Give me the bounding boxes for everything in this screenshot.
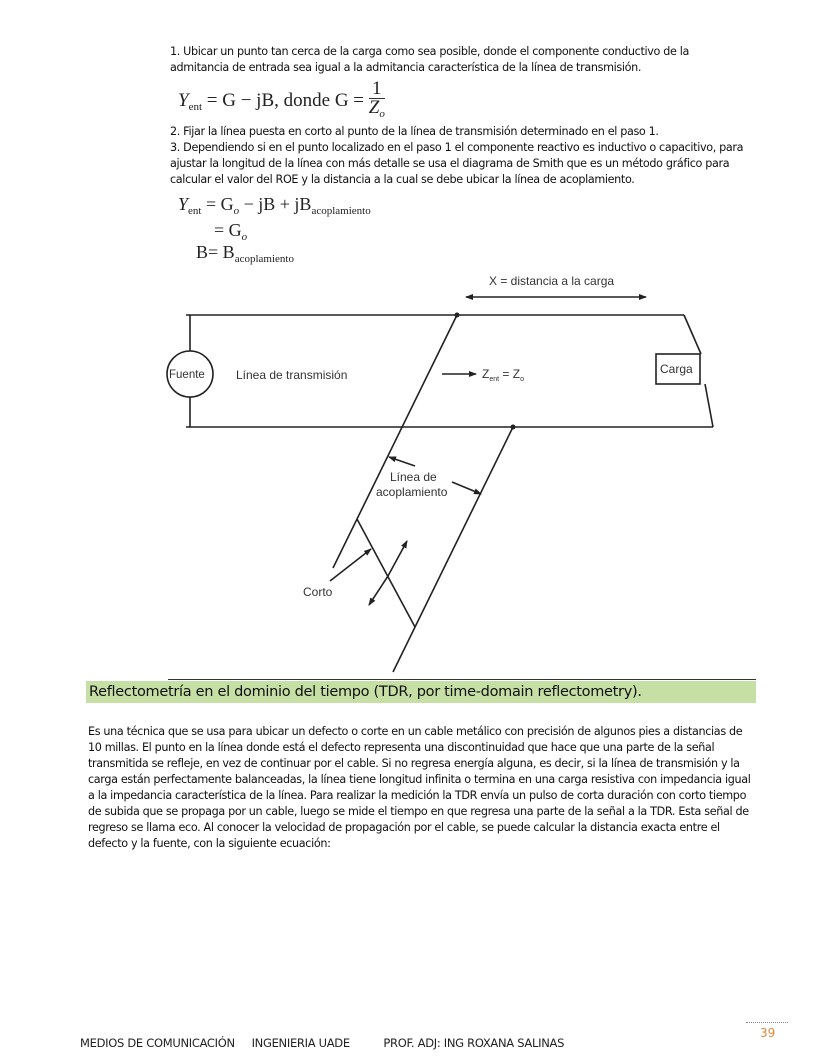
load-wire-top <box>684 315 701 354</box>
eq2-line3-lhs: B <box>196 242 209 262</box>
short-label-arrow <box>330 549 371 581</box>
stub-line-right <box>393 427 513 672</box>
z-sub2: o <box>520 376 524 383</box>
eq2-line2: = G <box>214 220 242 240</box>
stub-label-arrow-right <box>452 482 481 494</box>
eq1-den-sub: o <box>379 108 385 120</box>
step-1-text: 1. Ubicar un punto tan cerca de la carga como sea posible, donde el componente conductivo de la admitancia de entrada sea igual a la admitancia característica de la línea de transmisión. <box>170 45 689 74</box>
impedance-label <box>482 367 524 383</box>
eq1-den-z: Z <box>368 97 380 118</box>
stub-label-1: Línea de <box>390 470 437 484</box>
reflection-arrow-up <box>388 541 407 576</box>
section-body: Es una técnica que se usa para ubicar un defecto o corte en un cable metálico con precisión de algunos pies a distancias de 10 millas. El punto en la línea donde está el defecto representa una discontinuidad que hace que una parte de la señal transmitida se refleje, en vez de continuar por el cable. Si no regresa energía alguna, es decir, si la línea de transmisión y la carga están perfectamente balanceadas, la línea tiene longitud infinita o termina en una carga resistiva con impedancia igual a la impedancia característica de la línea. Para realizar la medición la TDR envía un pulso de corta duración con corto tiempo de subida que se propaga por un cable, luego se mide el tiempo en que regresa una parte de la señal a la TDR. Esta señal de regreso se llama eco. Al conocer la velocidad de propagación por el cable, se puede calcular la distancia exacta entre el defecto y la fuente, con la siguiente ecuación: <box>88 725 751 850</box>
eq2-lhs: Y <box>178 194 189 214</box>
reflection-arrow-down <box>369 576 388 605</box>
section-heading: Reflectometría en el dominio del tiempo (TDR, por time-domain reflectometry). <box>86 681 756 703</box>
source-label: Fuente <box>169 369 205 381</box>
short-label: Corto <box>303 585 333 599</box>
eq2-rhs-a-sub: o <box>233 205 240 217</box>
eq2-rhs-a: = G <box>201 194 234 214</box>
eq2-rhs-b-sub: acoplamiento <box>311 205 371 217</box>
z-sub1: ent <box>489 376 500 383</box>
eq2-line2-sub: o <box>241 231 248 243</box>
line-label: Línea de transmisión <box>236 368 348 382</box>
eq2-line3-sub: acoplamiento <box>234 253 294 265</box>
z-eq: = Z <box>499 367 521 381</box>
stub-line-left <box>333 315 457 568</box>
short-line <box>357 519 415 627</box>
step-3-text: 3. Dependiendo si en el punto localizado en el paso 1 el componente reactivo es inductivo o capacitivo, para ajustar la longitud de la línea con más detalle se usa el diagrama de Smith que es un método gráfico para calcular el valor del ROE y la distancia a la cual se debe ubicar la línea de acoplamiento. <box>170 141 744 186</box>
stub-label-2: acoplamiento <box>376 485 448 499</box>
heading-rule <box>168 679 756 680</box>
junction-dot-bottom <box>511 425 516 430</box>
eq2-line3-rhs: = B <box>208 242 235 262</box>
eq1-mid: = G − jB, donde G = <box>202 89 369 111</box>
page-number: 39 <box>760 1026 776 1040</box>
z-main: Z <box>482 367 490 381</box>
eq1-numerator: 1 <box>369 80 385 99</box>
distance-label: X = distancia a la carga <box>489 274 615 288</box>
eq2-rhs-b: − jB + jB <box>239 194 312 214</box>
footer-text: MEDIOS DE COMUNICACIÓN INGENIERIA UADE PROF. ADJ: ING ROXANA SALINAS <box>80 1036 565 1050</box>
page-number-rule <box>746 1022 788 1023</box>
eq1-lhs-sub: ent <box>188 100 203 113</box>
load-label: Carga <box>660 362 693 376</box>
eq1-lhs: Y <box>178 89 189 111</box>
load-wire-bottom <box>705 384 713 427</box>
junction-dot-top <box>455 313 460 318</box>
stub-label-arrow-left <box>389 457 415 466</box>
eq2-lhs-sub: ent <box>188 205 202 217</box>
step-2-text: 2. Fijar la línea puesta en corto al punto de la línea de transmisión determinado en el paso 1. <box>170 125 659 138</box>
